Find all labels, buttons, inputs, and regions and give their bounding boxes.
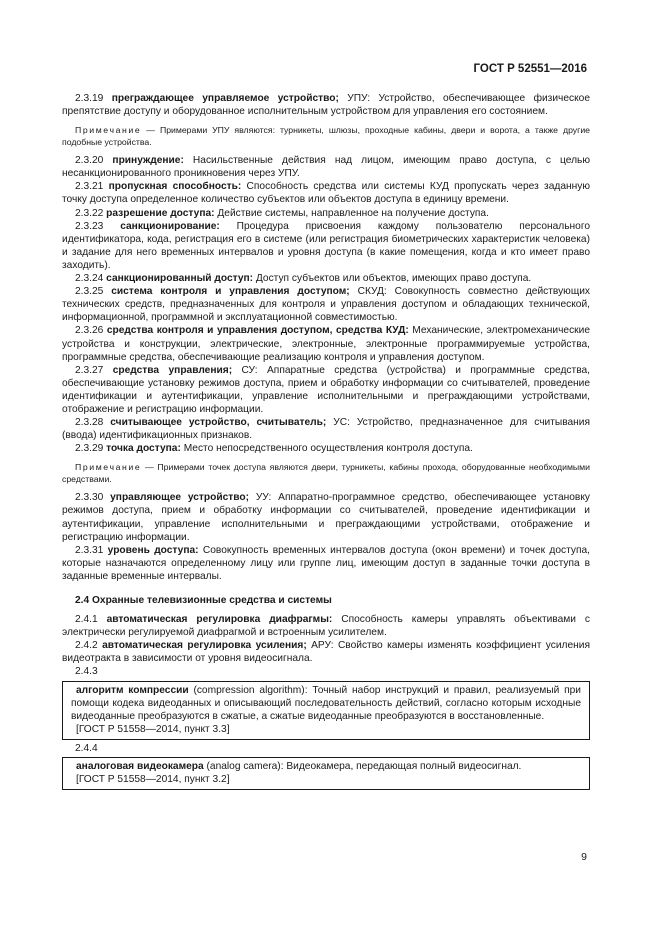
- term-entry: 2.3.24 санкционированный доступ: Доступ субъектов или объектов, имеющих право доступа.: [75, 273, 532, 285]
- term-entry: 2.3.31 уровень доступа: Совокупность временных интервалов доступа (окон времени) и точек доступа, которые назначаются определенному лицу или группе лиц, имеющим доступ в заданные точки доступа в заданные временные интервалы.: [62, 544, 590, 582]
- term-entry: 2.3.28 считывающее устройство, считыватель; УС: Устройство, предназначенное для считывания (ввода) идентификационных признаков.: [62, 417, 590, 442]
- term-entry: 2.4.2 автоматическая регулировка усиления; АРУ: Свойство камеры изменять коэффициент усиления видеотракта в зависимости от уровня видеосигнала.: [62, 640, 590, 665]
- term-entry: 2.4.1 автоматическая регулировка диафрагмы: Способность камеры управлять объективами с электрически регулируемой диафрагмой и встроенным усилителем.: [62, 614, 590, 639]
- term-entry: 2.3.27 средства управления; СУ: Аппаратные средства (устройства) и программные средства, обеспечивающие установку режимов доступа, прием и обработку информации со считывателей, проведение идентификации и аутентификации, управление исполнительными и преграждающими устройствами, отображение и регистрацию информации.: [62, 364, 590, 415]
- term-entry: 2.3.25 система контроля и управления доступом; СКУД: Совокупность совместно действующих технических средств, предназначенных для контроля и управления доступом и обладающих технической, информационной, программной и эксплуатационной совместимостью.: [62, 286, 590, 324]
- section-heading: 2.4 Охранные телевизионные средства и системы: [75, 595, 332, 606]
- term-entry: 2.3.22 разрешение доступа: Действие системы, направленное на получение доступа.: [75, 207, 489, 219]
- note: Примечание — Примерами УПУ являются: турникеты, шлюзы, проходные кабины, двери и ворота, а также другие подобные устройства.: [62, 125, 590, 148]
- source-reference: [ГОСТ Р 51558—2014, пункт 3.3]: [76, 723, 230, 735]
- page-number: 9: [581, 851, 587, 863]
- term-entry: 2.3.30 управляющее устройство; УУ: Аппаратно-программное средство, обеспечивающее установку режимов доступа, прием и обработку информации со считывателей, проведение идентификации и аутентификации, управление исполнительными и преграждающими устройствами, отображение и регистрацию информации.: [62, 492, 590, 543]
- term-entry: 2.3.19 преграждающее управляемое устройство; УПУ: Устройство, обеспечивающее физическое препятствие доступу и оборудованное исполнительным устройством для управления его состоянием.: [62, 93, 590, 118]
- term-entry: 2.3.23 санкционирование: Процедура присвоения каждому пользователю персонального идентификатора, кода, регистрация его в системе (или регистрация биометрических характеристик человека) и задание для него временных интервалов и уровня доступа (в какие помещения, когда и кто имеет право заходить).: [62, 220, 590, 271]
- term-entry: 2.3.21 пропускная способность: Способность средства или системы КУД пропускать через заданную точку доступа определенное количество субъектов или объектов доступа в единицу времени.: [62, 181, 590, 206]
- note: Примечание — Примерами точек доступа являются двери, турникеты, кабины прохода, оборудованные необходимыми средствами.: [62, 462, 590, 485]
- framed-term-box: [62, 681, 590, 740]
- term-number: 2.4.3: [75, 666, 98, 678]
- framed-term-box: [62, 757, 590, 790]
- term-entry: 2.3.20 принуждение: Насильственные действия над лицом, имеющим право доступа, с целью несанкционированного проникновения через УПУ.: [62, 155, 590, 180]
- term-entry: 2.3.26 средства контроля и управления доступом, средства КУД: Механические, электромеханические устройства и конструкции, электрические, электронные, электронные программируемые устройства, программные средства, обеспечивающие реализацию контроля и управления доступом.: [62, 325, 590, 363]
- term-definition: аналоговая видеокамера (analog camera): Видеокамера, передающая полный видеосигнал.: [76, 761, 522, 773]
- document-body: [62, 92, 590, 792]
- source-reference: [ГОСТ Р 51558—2014, пункт 3.2]: [76, 774, 230, 786]
- term-entry: 2.3.29 точка доступа: Место непосредственного осуществления контроля доступа.: [75, 443, 473, 455]
- term-number: 2.4.4: [75, 742, 98, 754]
- term-definition: алгоритм компрессии (compression algorithm): Точный набор инструкций и правил, реализуемый при помощи кодека видеоданных и описывающий последовательность действий, согласно которым исходные видеоданные преобразуются в сжатые, а сжатые видеоданные преобразуются в восстановленные.: [71, 684, 581, 722]
- standard-designation: ГОСТ Р 52551—2016: [473, 63, 587, 75]
